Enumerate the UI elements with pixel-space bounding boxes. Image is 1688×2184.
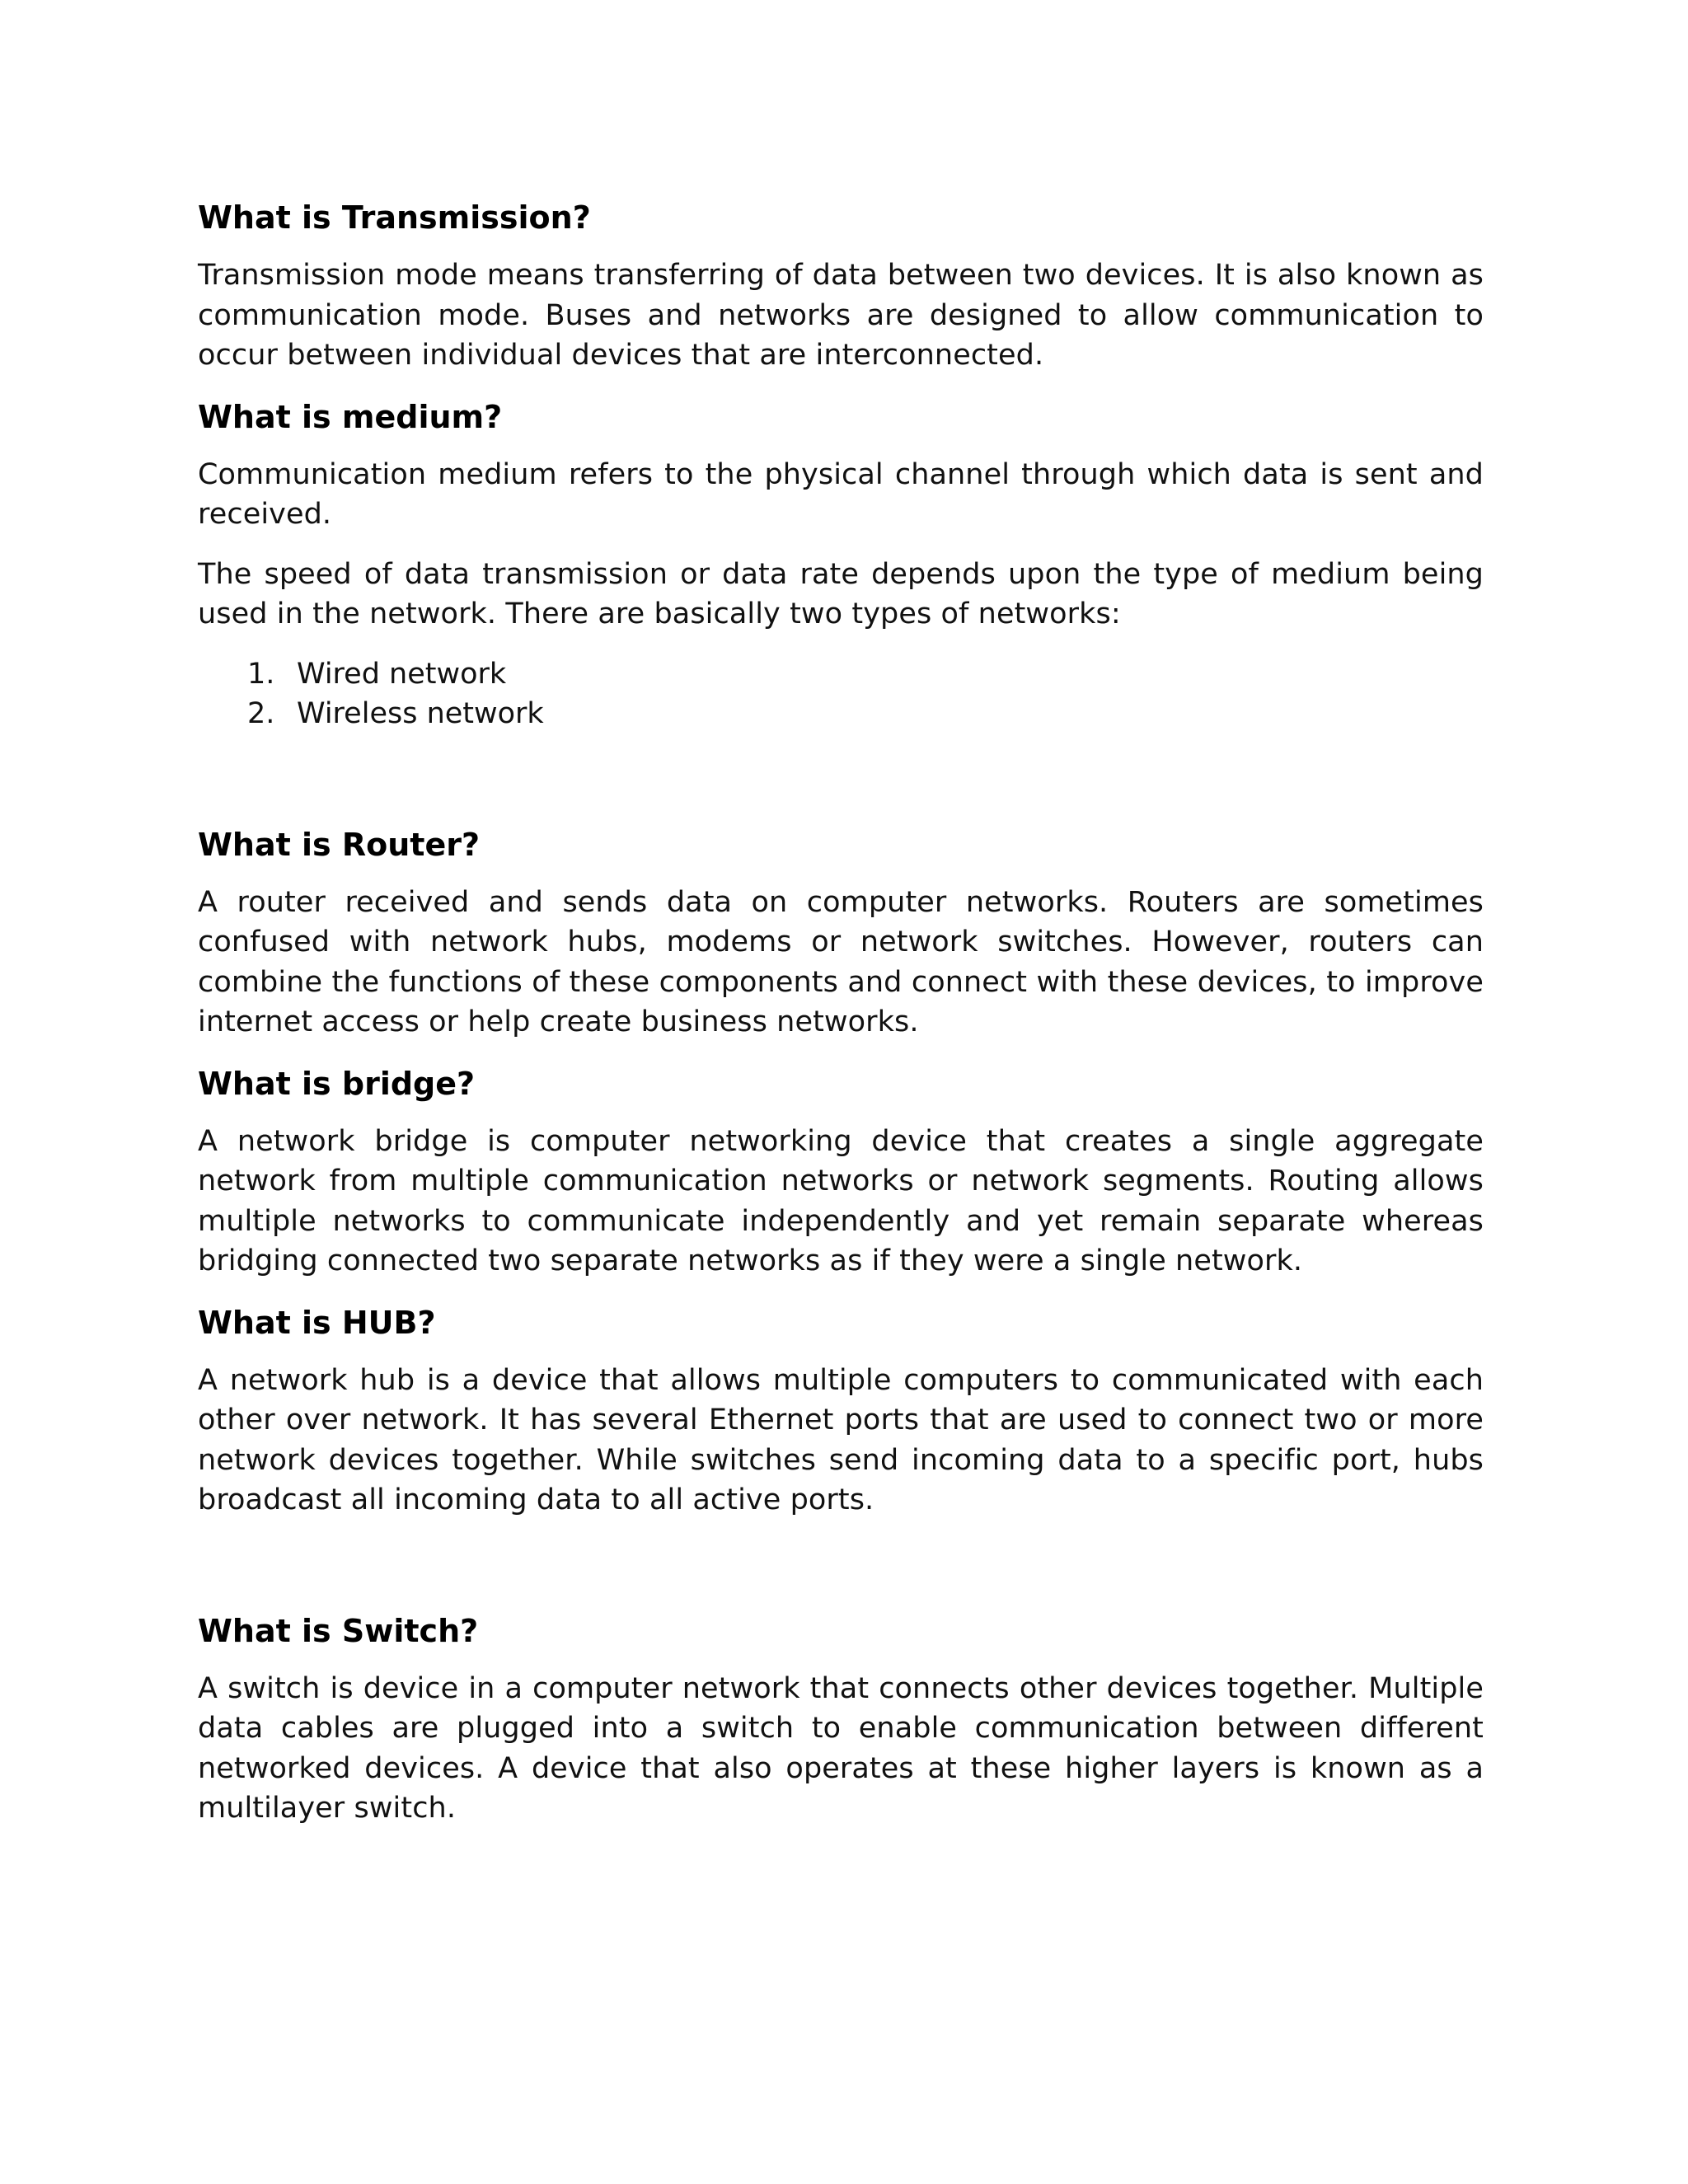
list-number: 1.	[247, 657, 275, 691]
section-title: What is Transmission?	[198, 199, 591, 236]
spacer	[198, 754, 1484, 823]
section-title: What is Router?	[198, 826, 481, 863]
paragraph: A network hub is a device that allows multiple computers to communicated with each other over network. It has several Ethernet ports that are used to connect two or more network devices together. While switches send incoming data to a specific port, hubs broadcast all incoming data to all active ports.	[198, 1363, 1484, 1516]
paragraph: A router received and sends data on computer networks. Routers are sometimes confused with network hubs, modems or network switches. However, routers can combine the functions of these components and connect with these devices, to improve internet access or help create business networks.	[198, 885, 1484, 1038]
spacer	[198, 1540, 1484, 1610]
list-item-text: Wireless network	[297, 697, 544, 730]
paragraph: Communication medium refers to the physical channel through which data is sent and received.	[198, 457, 1484, 531]
section-router	[198, 823, 1484, 1043]
paragraph: The speed of data transmission or data rate depends upon the type of medium being used in the network. There are basically two types of networks:	[198, 557, 1484, 630]
section-transmission	[198, 196, 1484, 376]
list-number: 2.	[247, 697, 275, 730]
section-bridge	[198, 1062, 1484, 1282]
section-title: What is medium?	[198, 398, 503, 435]
section-title: What is Switch?	[198, 1612, 479, 1649]
section-medium	[198, 396, 1484, 734]
section-switch	[198, 1610, 1484, 1829]
paragraph: A network bridge is computer networking device that creates a single aggregate network from multiple communication networks or network segments. Routing allows multiple networks to communicate independently and yet remain separate whereas bridging connected two separate networks as if they were a single network.	[198, 1124, 1484, 1277]
list-item	[247, 694, 1484, 734]
section-hub	[198, 1301, 1484, 1521]
section-title: What is HUB?	[198, 1304, 436, 1341]
section-title: What is bridge?	[198, 1065, 476, 1102]
list-item	[247, 654, 1484, 695]
document-page	[198, 196, 1484, 1849]
network-types-list	[198, 654, 1484, 734]
list-item-text: Wired network	[297, 657, 507, 691]
paragraph: Transmission mode means transferring of data between two devices. It is also known as communication mode. Buses and networks are designed to allow communication to occur between individual devices that are interconnected.	[198, 259, 1484, 372]
paragraph: A switch is device in a computer network that connects other devices together. Multiple data cables are plugged into a switch to enable communication between different networked devices. A device that also operates at these higher layers is known as a multilayer switch.	[198, 1671, 1484, 1825]
